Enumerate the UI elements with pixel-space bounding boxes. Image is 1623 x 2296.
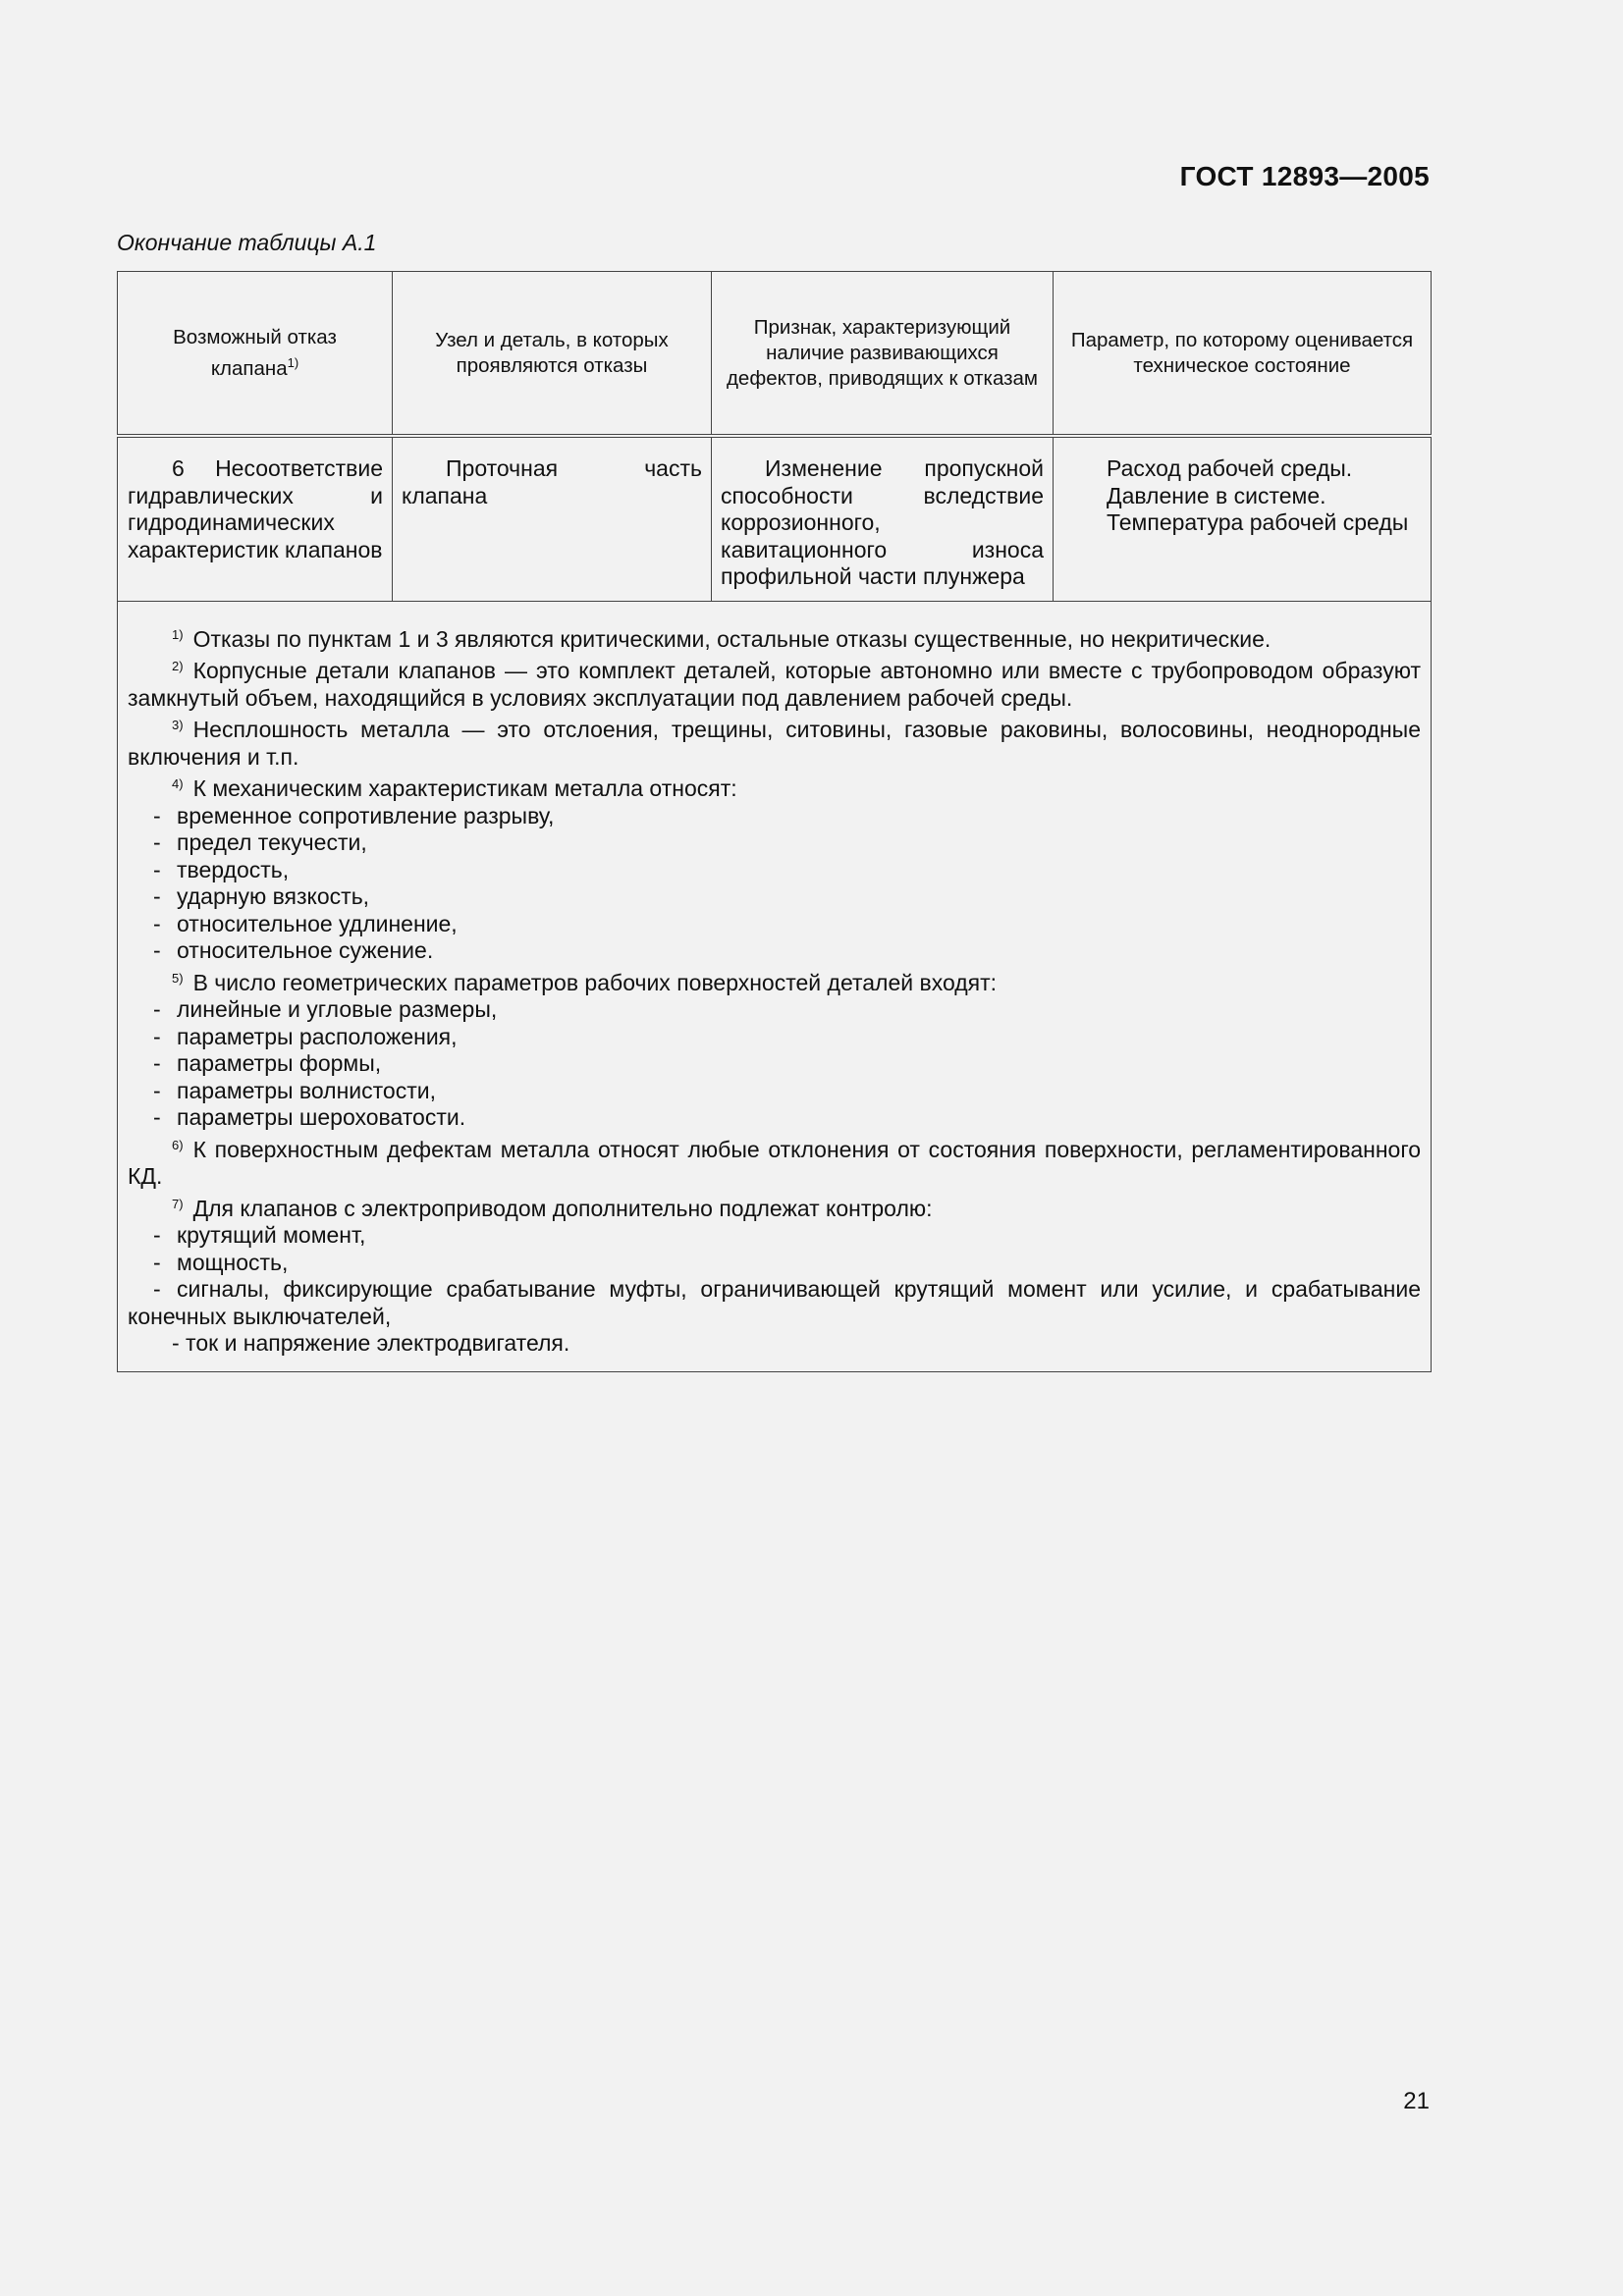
page-number: 21 (1403, 2088, 1430, 2114)
column-header-unit: Узел и деталь, в которых проявляются отказы (393, 272, 712, 437)
list-item: - относительное сужение. (153, 937, 434, 963)
footnote: $^{2)}$ Корпусные детали клапанов — это комплект деталей, которые автономно или вместе с трубопроводом образуют замкнутый объем, находящийся в условиях эксплуатации под давлением рабочей среды. (128, 658, 1421, 711)
list-item: - параметры волнистости, (153, 1077, 436, 1103)
footnotes (118, 601, 1432, 1371)
parameter-item: Расход рабочей среды. (1107, 455, 1353, 481)
list-item: - предел текучести, (153, 829, 367, 855)
document-code: ГОСТ 12893—2005 (1179, 161, 1430, 191)
list-item: - параметры формы, (153, 1050, 382, 1076)
list-item: - сигналы, фиксирующие срабатывание муфты, ограничивающей крутящий момент или усилие, и срабатывание конечных выключателей, (128, 1276, 1421, 1329)
footnote: $^{4)}$ К механическим характеристикам металла относят: (172, 775, 737, 801)
column-header-failure: Возможный отказ клапана$^{1)}$ (118, 272, 393, 437)
cell-failure: 6 Несоответствие гидравлических и гидродинамических характеристик клапанов (118, 436, 393, 601)
parameter-item: Давление в системе. (1107, 482, 1326, 508)
column-header-parameter: Параметр, по которому оценивается техническое состояние (1054, 272, 1432, 437)
list-item: - ударную вязкость, (153, 883, 370, 909)
table-caption: Окончание таблицы А.1 (117, 230, 377, 255)
notes-row (118, 601, 1432, 1371)
footnote: $^{1)}$ Отказы по пунктам 1 и 3 являются критическими, остальные отказы существенные, но некритические. (172, 625, 1271, 652)
footnote: $^{3)}$ Несплошность металла — это отслоения, трещины, ситовины, газовые раковины, волосовины, неоднородные включения и т.п. (128, 717, 1421, 770)
list-item: - временное сопротивление разрыву, (153, 802, 555, 828)
list-item: - крутящий момент, (153, 1222, 366, 1248)
cell-sign: Изменение пропускной способности вследствие коррозионного, кавитационного износа профильной части плунжера (712, 436, 1054, 601)
footnote: $^{7)}$ Для клапанов с электроприводом дополнительно подлежат контролю: (172, 1195, 933, 1221)
table-header-row (118, 272, 1432, 437)
list-item: - линейные и угловые размеры, (153, 996, 498, 1022)
list-item: - относительное удлинение, (153, 910, 458, 936)
parameter-item: Температура рабочей среды (1107, 509, 1409, 535)
column-header-sign: Признак, характеризующий наличие развивающихся дефектов, приводящих к отказам (712, 272, 1054, 437)
table-row (118, 436, 1432, 601)
footnote: $^{5)}$ В число геометрических параметров рабочих поверхностей деталей входят: (172, 969, 998, 995)
failure-table (117, 271, 1431, 1372)
cell-unit: Проточная часть клапана (393, 436, 712, 601)
list-item: - ток и напряжение электродвигателя. (172, 1330, 570, 1356)
list-item: - параметры шероховатости. (153, 1104, 466, 1130)
footnote: $^{6)}$ К поверхностным дефектам металла относят любые отклонения от состояния поверхности, регламентированного КД. (128, 1136, 1421, 1189)
list-item: - мощность, (153, 1249, 289, 1275)
list-item: - параметры расположения, (153, 1023, 458, 1049)
cell-parameters (1054, 436, 1432, 601)
list-item: - твердость, (153, 856, 290, 882)
